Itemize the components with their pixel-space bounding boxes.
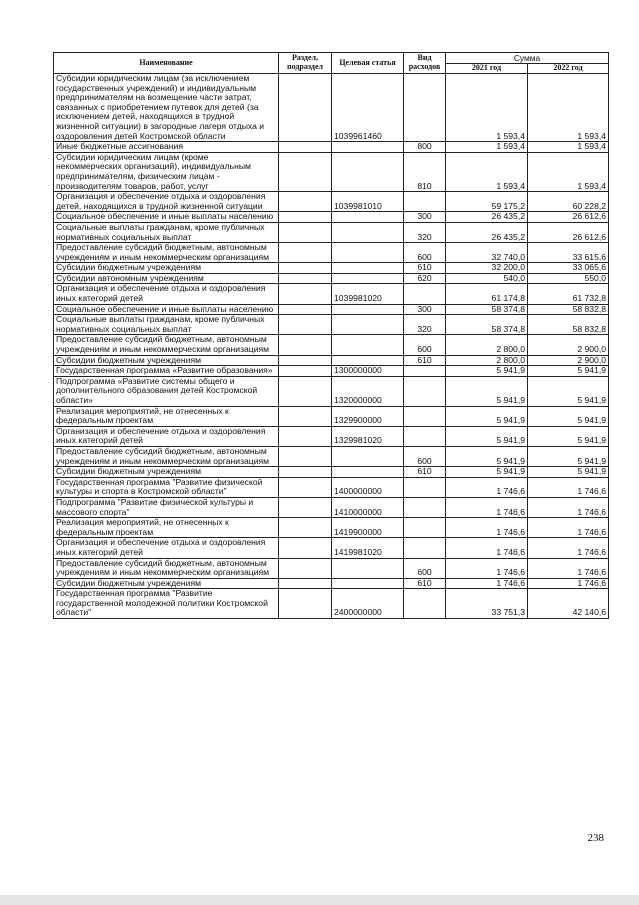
cell-type: 320 — [404, 315, 446, 335]
cell-2022: 1 593,4 — [528, 152, 609, 191]
cell-target — [332, 263, 404, 274]
cell-name: Организация и обеспечение отдыха и оздоровления иных категорий детей — [54, 538, 279, 558]
cell-section — [279, 273, 332, 284]
cell-target — [332, 273, 404, 284]
table-row — [54, 142, 609, 153]
scan-bottom-edge — [0, 895, 639, 905]
cell-target — [332, 467, 404, 478]
cell-target: 1320000000 — [332, 376, 404, 406]
table-row — [54, 558, 609, 578]
cell-target: 1329981020 — [332, 426, 404, 446]
cell-target — [332, 355, 404, 366]
cell-name: Субсидии бюджетным учреждениям — [54, 263, 279, 274]
cell-target: 1410000000 — [332, 497, 404, 517]
cell-type — [404, 589, 446, 619]
cell-type — [404, 376, 446, 406]
cell-type: 320 — [404, 222, 446, 242]
cell-name: Субсидии юридическим лицам (за исключением государственных учреждений) и индивидуальным предпринимателям на возмещение части затрат, связанных с приобретением путевок для детей (за исключением детей, находящихся в трудной жизненной ситуации) в загородные лагеря отдыха и оздоровления детей Костромской области — [54, 74, 279, 142]
cell-name: Организация и обеспечение отдыха и оздоровления иных категорий детей — [54, 426, 279, 446]
cell-target: 1039981010 — [332, 192, 404, 212]
cell-name: Социальное обеспечение и иные выплаты населению — [54, 212, 279, 223]
table-row — [54, 152, 609, 191]
cell-name: Предоставление субсидий бюджетным, автономным учреждениям и иным некоммерческим организациям — [54, 446, 279, 466]
cell-2022: 26 612,6 — [528, 212, 609, 223]
table-row — [54, 222, 609, 242]
cell-target: 1039961460 — [332, 74, 404, 142]
cell-type — [404, 406, 446, 426]
cell-type: 610 — [404, 355, 446, 366]
cell-2021: 26 435,2 — [446, 222, 528, 242]
header-target: Целевая статья — [332, 53, 404, 74]
cell-name: Организация и обеспечение отдыха и оздоровления иных категорий детей — [54, 284, 279, 304]
cell-section — [279, 222, 332, 242]
cell-2022: 33 065,6 — [528, 263, 609, 274]
cell-2022: 5 941,9 — [528, 426, 609, 446]
table-row — [54, 518, 609, 538]
cell-2022: 5 941,9 — [528, 446, 609, 466]
table-row — [54, 315, 609, 335]
cell-type — [404, 284, 446, 304]
cell-2021: 58 374,8 — [446, 315, 528, 335]
cell-type — [404, 426, 446, 446]
table-row — [54, 589, 609, 619]
cell-section — [279, 477, 332, 497]
cell-2021: 1 746,6 — [446, 538, 528, 558]
cell-2022: 33 615,6 — [528, 243, 609, 263]
table-row — [54, 243, 609, 263]
cell-type: 610 — [404, 578, 446, 589]
cell-target: 1039981020 — [332, 284, 404, 304]
cell-target — [332, 142, 404, 153]
header-year-2021: 2021 год — [446, 64, 528, 74]
table-row — [54, 538, 609, 558]
table-row — [54, 212, 609, 223]
cell-2022: 1 593,4 — [528, 142, 609, 153]
cell-section — [279, 589, 332, 619]
cell-2021: 5 941,9 — [446, 376, 528, 406]
cell-2021: 1 593,4 — [446, 74, 528, 142]
table-row — [54, 497, 609, 517]
cell-name: Социальные выплаты гражданам, кроме публичных нормативных социальных выплат — [54, 222, 279, 242]
cell-target — [332, 212, 404, 223]
cell-2022: 1 746,6 — [528, 538, 609, 558]
table-row — [54, 284, 609, 304]
cell-2022: 26 612,6 — [528, 222, 609, 242]
table-row — [54, 366, 609, 377]
cell-type — [404, 74, 446, 142]
cell-2022: 58 832,8 — [528, 304, 609, 315]
cell-section — [279, 212, 332, 223]
cell-2021: 1 746,6 — [446, 578, 528, 589]
cell-2021: 5 941,9 — [446, 406, 528, 426]
cell-2022: 42 140,6 — [528, 589, 609, 619]
cell-2021: 1 746,6 — [446, 558, 528, 578]
cell-section — [279, 142, 332, 153]
table-row — [54, 376, 609, 406]
cell-type: 600 — [404, 558, 446, 578]
cell-section — [279, 518, 332, 538]
cell-2021: 1 593,4 — [446, 142, 528, 153]
cell-name: Предоставление субсидий бюджетным, автономным учреждениям и иным некоммерческим организациям — [54, 558, 279, 578]
cell-type — [404, 538, 446, 558]
cell-target — [332, 558, 404, 578]
cell-section — [279, 578, 332, 589]
table-row — [54, 467, 609, 478]
table-body — [54, 74, 609, 619]
cell-2022: 1 746,6 — [528, 477, 609, 497]
cell-name: Реализация мероприятий, не отнесенных к федеральным проектам — [54, 406, 279, 426]
cell-name: Социальное обеспечение и иные выплаты населению — [54, 304, 279, 315]
table-row — [54, 304, 609, 315]
cell-target: 1419900000 — [332, 518, 404, 538]
cell-name: Государственная программа «Развитие образования» — [54, 366, 279, 377]
table-row — [54, 477, 609, 497]
cell-name: Подпрограмма «Развитие системы общего и дополнительного образования детей Костромской области» — [54, 376, 279, 406]
cell-target — [332, 152, 404, 191]
cell-target — [332, 222, 404, 242]
cell-type: 600 — [404, 335, 446, 355]
cell-2022: 1 746,6 — [528, 497, 609, 517]
cell-2022: 2 900,0 — [528, 335, 609, 355]
cell-type: 620 — [404, 273, 446, 284]
cell-type: 600 — [404, 446, 446, 466]
cell-type: 610 — [404, 263, 446, 274]
header-sum: Сумма — [446, 53, 609, 64]
cell-section — [279, 446, 332, 466]
table-row — [54, 74, 609, 142]
header-name: Наименование — [54, 53, 279, 74]
cell-section — [279, 558, 332, 578]
page-number: 238 — [587, 832, 604, 844]
cell-2021: 5 941,9 — [446, 467, 528, 478]
cell-section — [279, 376, 332, 406]
cell-type: 810 — [404, 152, 446, 191]
cell-target — [332, 578, 404, 589]
cell-name: Реализация мероприятий, не отнесенных к федеральным проектам — [54, 518, 279, 538]
cell-target: 1400000000 — [332, 477, 404, 497]
cell-name: Государственная программа "Развитие государственной молодежной политики Костромской области" — [54, 589, 279, 619]
cell-2022: 1 746,6 — [528, 578, 609, 589]
budget-table — [53, 52, 609, 619]
cell-section — [279, 335, 332, 355]
cell-name: Субсидии бюджетным учреждениям — [54, 467, 279, 478]
cell-section — [279, 538, 332, 558]
cell-2021: 32 200,0 — [446, 263, 528, 274]
cell-target: 1419981020 — [332, 538, 404, 558]
cell-name: Предоставление субсидий бюджетным, автономным учреждениям и иным некоммерческим организациям — [54, 335, 279, 355]
header-year-2022: 2022 год — [528, 64, 609, 74]
cell-2021: 61 174,8 — [446, 284, 528, 304]
cell-section — [279, 366, 332, 377]
cell-section — [279, 315, 332, 335]
header-type: Вид расходов — [404, 53, 446, 74]
cell-type: 300 — [404, 304, 446, 315]
cell-name: Субсидии бюджетным учреждениям — [54, 355, 279, 366]
table-row — [54, 578, 609, 589]
cell-section — [279, 243, 332, 263]
cell-name: Субсидии юридическим лицам (кроме некоммерческих организаций), индивидуальным предпринимателям, физическим лицам - производителям товаров, работ, услуг — [54, 152, 279, 191]
cell-type: 600 — [404, 243, 446, 263]
cell-2022: 5 941,9 — [528, 366, 609, 377]
table-row — [54, 406, 609, 426]
cell-2021: 2 800,0 — [446, 335, 528, 355]
cell-2021: 1 746,6 — [446, 518, 528, 538]
cell-type — [404, 366, 446, 377]
cell-section — [279, 192, 332, 212]
cell-2021: 59 175,2 — [446, 192, 528, 212]
cell-section — [279, 355, 332, 366]
cell-type — [404, 497, 446, 517]
cell-2021: 1 593,4 — [446, 152, 528, 191]
cell-target — [332, 243, 404, 263]
cell-2022: 1 746,6 — [528, 518, 609, 538]
cell-2021: 33 751,3 — [446, 589, 528, 619]
cell-type: 800 — [404, 142, 446, 153]
cell-target: 1329900000 — [332, 406, 404, 426]
cell-name: Предоставление субсидий бюджетным, автономным учреждениям и иным некоммерческим организациям — [54, 243, 279, 263]
cell-2021: 26 435,2 — [446, 212, 528, 223]
header-section: Раздел, подраздел — [279, 53, 332, 74]
cell-target — [332, 335, 404, 355]
cell-type: 300 — [404, 212, 446, 223]
table-header — [54, 53, 609, 74]
table-row — [54, 355, 609, 366]
cell-section — [279, 497, 332, 517]
cell-name: Субсидии бюджетным учреждениям — [54, 578, 279, 589]
cell-section — [279, 304, 332, 315]
cell-section — [279, 406, 332, 426]
cell-name: Государственная программа "Развитие физической культуры и спорта в Костромской области" — [54, 477, 279, 497]
cell-2021: 5 941,9 — [446, 446, 528, 466]
cell-2022: 550,0 — [528, 273, 609, 284]
cell-name: Социальные выплаты гражданам, кроме публичных нормативных социальных выплат — [54, 315, 279, 335]
cell-target — [332, 446, 404, 466]
cell-2021: 58 374,8 — [446, 304, 528, 315]
table-row — [54, 192, 609, 212]
cell-section — [279, 467, 332, 478]
cell-2022: 2 900,0 — [528, 355, 609, 366]
cell-2021: 1 746,6 — [446, 477, 528, 497]
cell-target — [332, 315, 404, 335]
table-row — [54, 446, 609, 466]
cell-2022: 1 746,6 — [528, 558, 609, 578]
table-row — [54, 426, 609, 446]
cell-2022: 5 941,9 — [528, 467, 609, 478]
cell-2022: 58 832,8 — [528, 315, 609, 335]
cell-section — [279, 152, 332, 191]
cell-2022: 5 941,9 — [528, 406, 609, 426]
cell-name: Организация и обеспечение отдыха и оздоровления детей, находящихся в трудной жизненной ситуации — [54, 192, 279, 212]
cell-name: Иные бюджетные ассигнования — [54, 142, 279, 153]
cell-2022: 61 732,8 — [528, 284, 609, 304]
cell-section — [279, 74, 332, 142]
cell-2021: 540,0 — [446, 273, 528, 284]
cell-2022: 5 941,9 — [528, 376, 609, 406]
table-row — [54, 263, 609, 274]
cell-section — [279, 426, 332, 446]
cell-2021: 2 800,0 — [446, 355, 528, 366]
table-row — [54, 273, 609, 284]
cell-target — [332, 304, 404, 315]
cell-type — [404, 477, 446, 497]
cell-section — [279, 284, 332, 304]
cell-2021: 32 740,0 — [446, 243, 528, 263]
cell-name: Субсидии автономным учреждениям — [54, 273, 279, 284]
cell-target: 1300000000 — [332, 366, 404, 377]
cell-type — [404, 518, 446, 538]
cell-type — [404, 192, 446, 212]
cell-2021: 1 746,6 — [446, 497, 528, 517]
cell-name: Подпрограмма "Развитие физической культуры и массового спорта" — [54, 497, 279, 517]
cell-2021: 5 941,9 — [446, 426, 528, 446]
cell-2021: 5 941,9 — [446, 366, 528, 377]
table-row — [54, 335, 609, 355]
cell-target: 2400000000 — [332, 589, 404, 619]
cell-2022: 1 593,4 — [528, 74, 609, 142]
cell-section — [279, 263, 332, 274]
cell-2022: 60 228,2 — [528, 192, 609, 212]
cell-type: 610 — [404, 467, 446, 478]
